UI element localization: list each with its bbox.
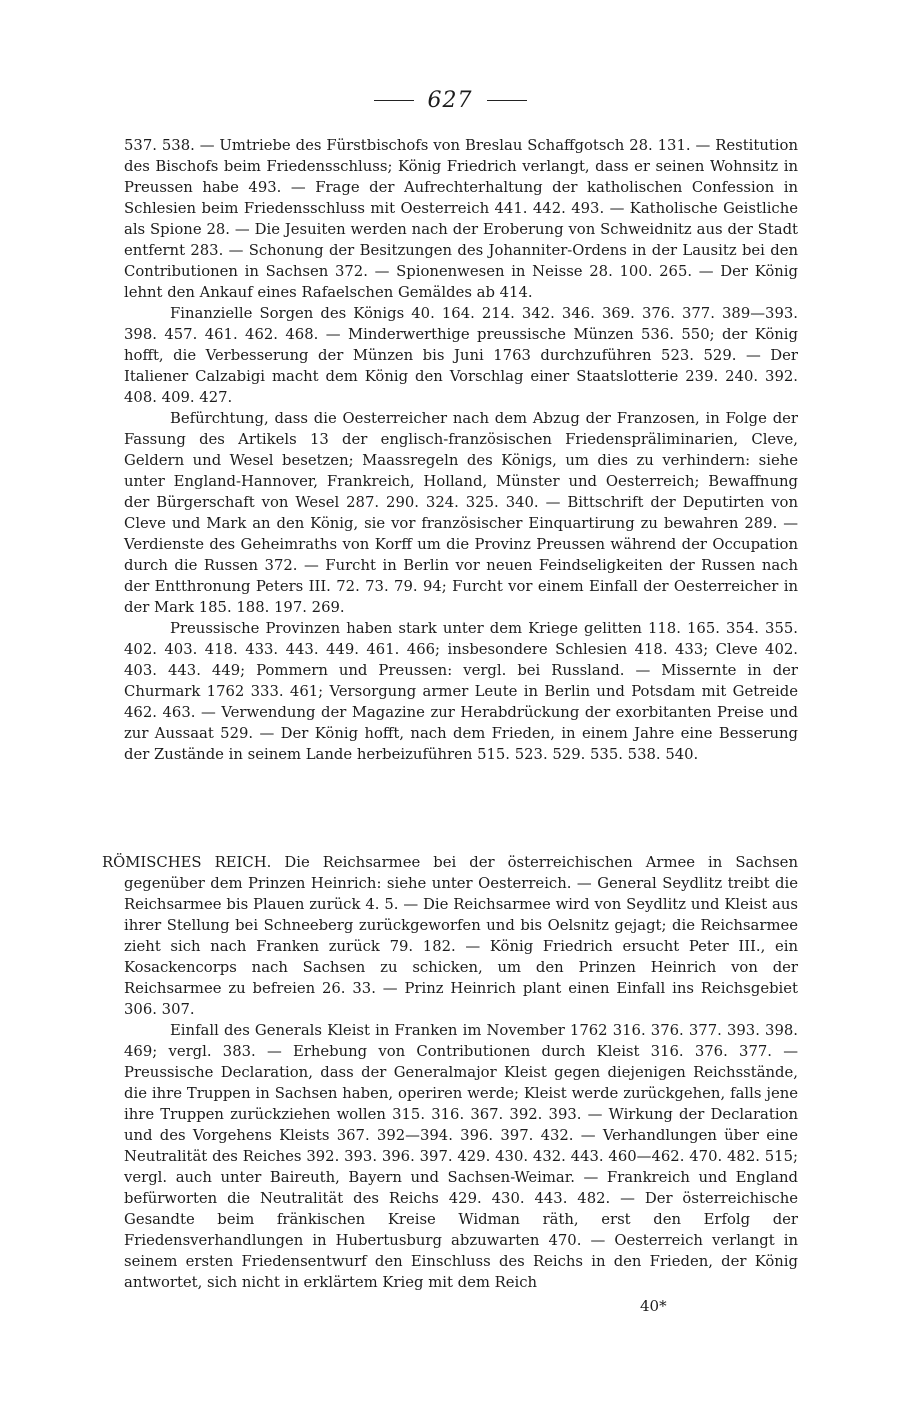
paragraph: Befürchtung, dass die Oesterreicher nach dem Abzug der Franzosen, in Folge der Fassung des Artikels 13 der englisch-französischen Friedenspräliminarien, Cleve, Geldern und Wesel besetzen; Maassregeln des Königs, um dies zu verhindern: siehe unter England-Hannover, Frankreich, Holland, Münster und Oesterreich; Bewaffnung der Bürgerschaft von Wesel 287. 290. 324. 325. 340. — Bittschrift der Deputirten von Cleve und Mark an den König, sie vor französischer Einquartirung zu bewahren 289. — Verdienste des Geheimraths von Korff um die Provinz Preussen während der Occupation durch die Russen 372. — Furcht in Berlin vor neuen Feindseligkeiten der Russen nach der Entthronung Peters III. 72. 73. 79. 94; Furcht vor einem Einfall der Oesterreicher in der Mark 185. 188. 197. 269. xyxy=(124,410,798,616)
page-header xyxy=(0,88,900,113)
paragraph: 537. 538. — Umtriebe des Fürstbischofs von Breslau Schaffgotsch 28. 131. — Restitution des Bischofs beim Friedensschluss; König Friedrich verlangt, dass er seinen Wohnsitz in Preussen habe 493. — Frage der Aufrechterhaltung der katholischen Confession in Schlesien beim Friedensschluss mit Oesterreich 441. 442. 493. — Katholische Geistliche als Spione 28. — Die Jesuiten werden nach der Eroberung von Schweidnitz aus der Stadt entfernt 283. — Schonung der Besitzungen des Johanniter-Ordens in der Lausitz bei den Contributionen in Sachsen 372. — Spionenwesen in Neisse 28. 100. 265. — Der König lehnt den Ankauf eines Rafaelschen Gemäldes ab 414. xyxy=(124,137,798,301)
paragraph: Preussische Provinzen haben stark unter dem Kriege gelitten 118. 165. 354. 355. 402. 403. 418. 433. 443. 449. 461. 466; insbesondere Schlesien 418. 433; Cleve 402. 403. 443. 449; Pommern und Preussen: vergl. bei Russland. — Missernte in der Churmark 1762 333. 461; Versorgung armer Leute in Berlin und Potsdam mit Getreide 462. 463. — Verwendung der Magazine zur Herabdrückung der exorbitanten Preise und zur Aussaat 529. — Der König hofft, nach dem Frieden, in einem Jahre eine Besserung der Zustände in seinem Lande herbeizuführen 515. 523. 529. 535. 538. 540. xyxy=(124,620,798,763)
entry-first-paragraph xyxy=(102,852,798,1020)
paragraph: Finanzielle Sorgen des Königs 40. 164. 214. 342. 346. 369. 376. 377. 389—393. 398. 457. 461. 462. 468. — Minderwerthige preussische Münzen 536. 550; der König hofft, die Verbesserung der Münzen bis Juni 1763 durchzuführen 523. 529. — Der Italiener Calzabigi macht dem König den Vorschlag einer Staatslotterie 239. 240. 392. 408. 409. 427. xyxy=(124,305,798,406)
index-entry-roemisches-reich xyxy=(102,852,798,1293)
page-number: 627 xyxy=(427,88,473,113)
signature-mark: 40* xyxy=(640,1297,667,1315)
entry-heading: RÖMISCHES REICH. xyxy=(102,854,272,871)
header-rule-left xyxy=(374,100,414,101)
entry-second-paragraph: Einfall des Generals Kleist in Franken im November 1762 316. 376. 377. 393. 398. 469; vergl. 383. — Erhebung von Contributionen durch Kleist 316. 376. 377. — Preussische Declaration, dass der Generalmajor Kleist gegen diejenigen Reichsstände, die ihre Truppen in Sachsen haben, operiren werde; Kleist werde zurückgehen, falls jene ihre Truppen zurückziehen wollen 315. 316. 367. 392. 393. — Wirkung der Declaration und des Vorgehens Kleists 367. 392—394. 396. 397. 432. — Verhandlungen über eine Neutralität des Reiches 392. 393. 396. 397. 429. 430. 432. 443. 460—462. 470. 482. 515; vergl. auch unter Baireuth, Bayern und Sachsen-Weimar. — Frankreich und England befürworten die Neutralität des Reichs 429. 430. 443. 482. — Der österreichische Gesandte beim fränkischen Kreise Widman räth, erst den Erfolg der Friedensverhandlungen in Hubertusburg abzuwarten 470. — Oesterreich verlangt in seinem ersten Friedensentwurf den Einschluss des Reichs in den Frieden, der König antwortet, sich nicht in erklärtem Krieg mit dem Reich xyxy=(124,1022,798,1291)
text-block-top xyxy=(124,135,798,765)
header-rule-right xyxy=(487,100,527,101)
entry-text: Die Reichsarmee bei der österreichischen Armee in Sachsen gegenüber dem Prinzen Heinrich: siehe unter Oesterreich. — General Seydlitz treibt die Reichsarmee bis Plauen zurück 4. 5. — Die Reichsarmee wird von Seydlitz und Kleist aus ihrer Stellung bei Schneeberg zurückgeworfen und bis Oelsnitz gejagt; die Reichsarmee zieht sich nach Franken zurück 79. 182. — König Friedrich ersucht Peter III., ein Kosackencorps nach Sachsen zu schicken, um den Prinzen Heinrich von der Reichsarmee zu befreien 26. 33. — Prinz Heinrich plant einen Einfall ins Reichsgebiet 306. 307. xyxy=(124,854,798,1018)
